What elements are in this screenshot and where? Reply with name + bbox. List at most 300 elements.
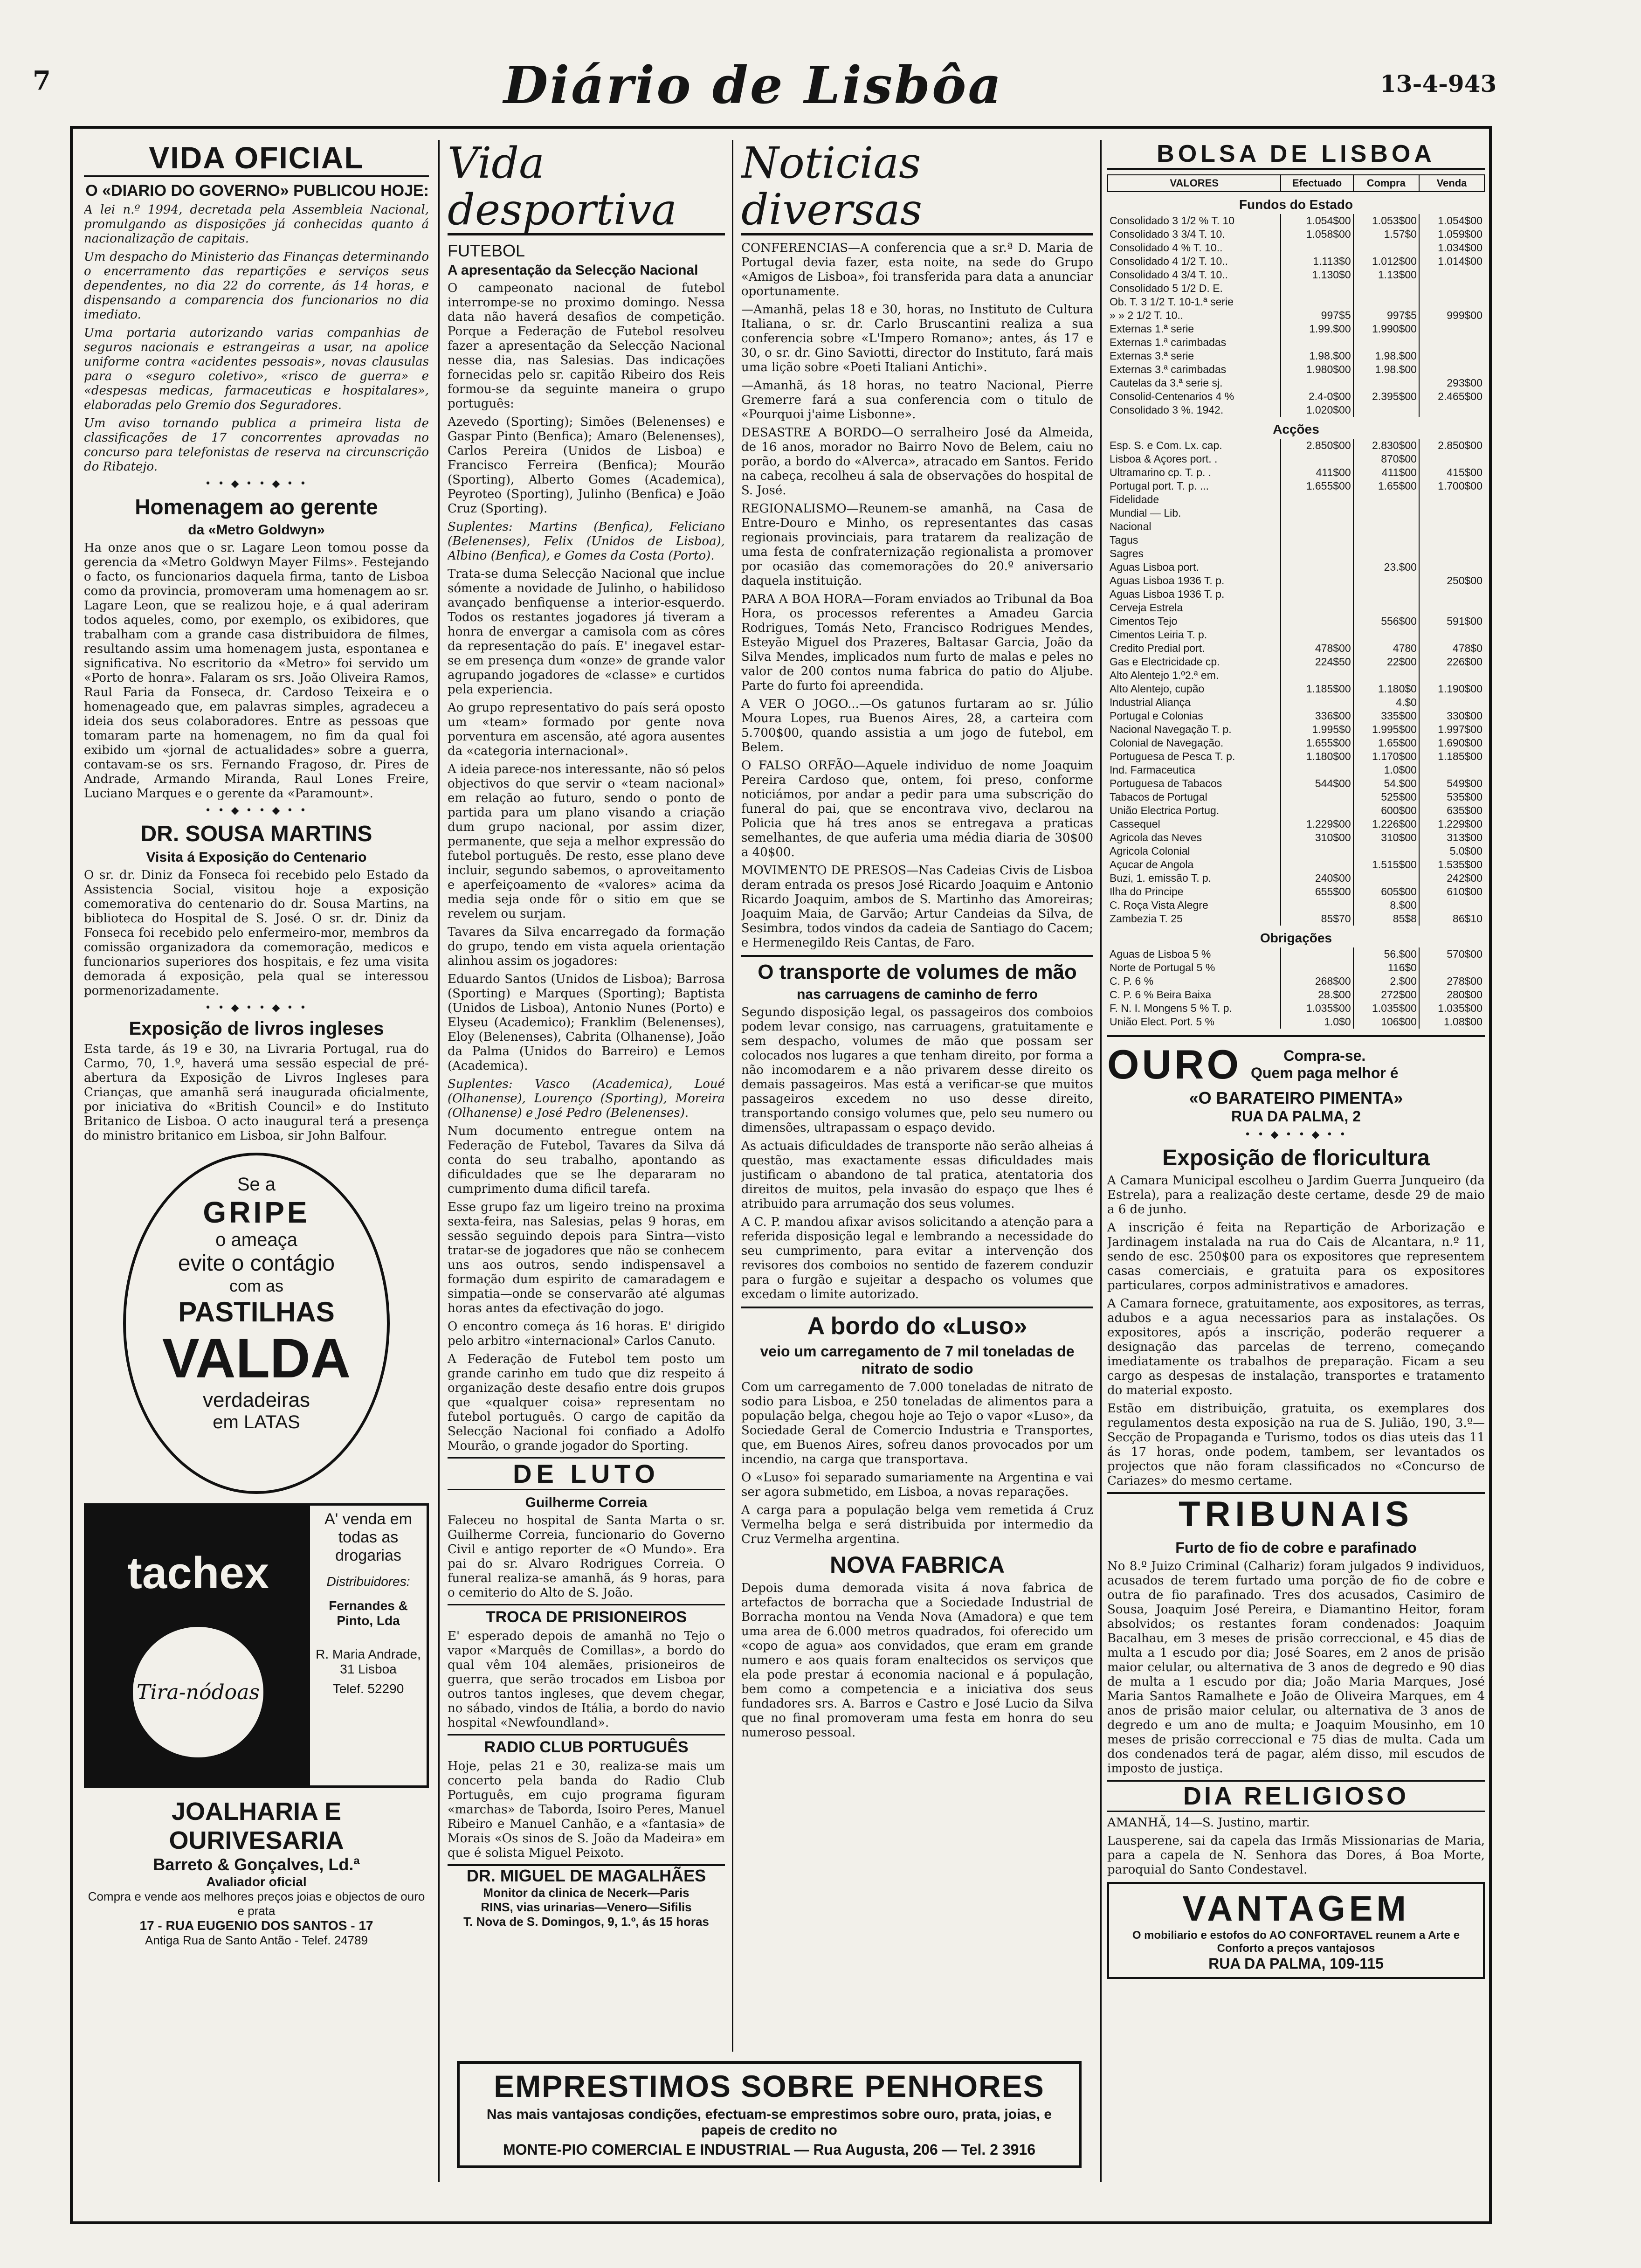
table-row (1108, 506, 1484, 520)
paragraph: AMANHÃ, 14—S. Justino, martir. (1107, 1816, 1310, 1830)
price-cell: 1.180$00 (1281, 750, 1353, 763)
paragraph: O «Luso» foi separado sumariamente na Argentina e vai ser agora submetido, em Lisboa, a novas reparações. (741, 1471, 1093, 1499)
price-cell: 268$00 (1281, 975, 1353, 988)
paragraph: Num documento entregue ontem na Federação de Futebol, Tavares da Silva dá conta do seu trabalho, apontando as dificuldades que se lhe depararam no cumprimento duma dificil tarefa. (448, 1124, 725, 1196)
price-cell: 22$00 (1353, 655, 1419, 669)
ad-emprestimos (457, 2061, 1082, 2168)
table-row (1108, 574, 1484, 588)
paragraph: Uma portaria autorizando varias companhias de seguros nacionais e estrangeiras a usar, na apolice uniforme contra «acidentes pessoais», novas clausulas para o «seguro coletivo», «risco de guerra» e «despesas medicas, farmaceuticas e hospitalares», elaboradas pelo Gremio dos Seguradores. (84, 326, 429, 412)
price-cell (1419, 763, 1484, 777)
price-cell (1353, 493, 1419, 506)
paragraph: Suplentes: Martins (Benfica), Feliciano (Belenenses), Felix (Unidos de Lisboa), Albino (Benfica), e Gomes da Costa (Porto). (448, 520, 725, 563)
table-row (1108, 228, 1484, 241)
price-cell: 997$5 (1353, 309, 1419, 322)
price-cell: 1.990$00 (1353, 322, 1419, 336)
article-subheading: nas carruagens de caminho de ferro (797, 987, 1038, 1002)
table-row (1108, 479, 1484, 493)
table-row (1108, 790, 1484, 804)
price-cell (1419, 588, 1484, 601)
price-cell: 293$00 (1419, 376, 1484, 390)
security-name: Externas 1.ª serie (1110, 323, 1194, 335)
price-cell (1281, 615, 1353, 628)
price-cell: 1.655$00 (1281, 479, 1353, 493)
security-name: Nacional Navegação T. p. (1110, 723, 1232, 735)
price-cell: 242$00 (1419, 871, 1484, 885)
paragraph: PARA A BOA HORA—Foram enviados ao Tribunal da Boa Hora, os processos referentes a Amadeu Garcia Rodrigues, Tomás Neto, Francisco Rodrigues Mendes, Esteyão Miguel dos Prazeres, Baltasar Garcia, João da Silva Mendes, implicados num furto de malas e peles no valor de 200 contos numa fabrica do patio do Aljube. Parte do furto foi apreendida. (741, 592, 1093, 693)
price-cell (1419, 282, 1484, 295)
paragraph: Depois duma demorada visita á nova fabrica de artefactos de borracha que a Sociedade Industrial de Borracha montou na Venda Nova (Amadora) e que tem uma area de 6.000 metros quadrados, foi oferecido um «copo de agua» aos convidados, que eram em grande numero e aos quais foram enaltecidos os serviços que ela pode prestar á economia nacional e á população, bem como a competencia e a iniciativa dos seus fundadores srs. A. Barros e Castro e José Lucio da Silva que no final promoveram uma festa em honra do seu numeroso pessoal. (741, 1581, 1093, 1740)
paragraph: —Amanhã, pelas 18 e 30, horas, no Instituto de Cultura Italiana, o sr. dr. Carlo Bruscantini realiza a sua conferencia sobre «L'Impero Romano»; antes, ás 17 e 30, o sr. dr. Gino Saviotti, director do Instituto, fará mais uma lição sobre «Poeti Italiani Antichi». (741, 303, 1093, 374)
security-name: Ultramarino cp. T. p. . (1110, 466, 1212, 478)
security-name: Aguas Lisboa 1936 T. p. (1110, 588, 1225, 600)
paragraph: No 8.º Juizo Criminal (Calhariz) foram julgados 9 individuos, acusados de terem furtado uma porção de fio de cobre e outra de fio parafinado. Tres dos acusados, Casimiro de Sousa, Joaquim José Pereira, e Diamantino Heitor, foram absolvidos; os restantes foram condenados: Joaquim Bacalhau, em 3 meses de prisão correccional, e 45 dias de multa a 1 escudo por dia; José Soares, em 2 anos de prisão maior celular, ou alternativa de 3 anos de degredo e 90 dias de multa a 1 escudo por dia; João Maria Marques, José Maria Santos Ramalhete e João de Oliveira Marques, em 4 anos de prisão maior celular, ou alternativa de 3 anos de degredo e um ano de multa; e Joaquim Mousinho, em 10 meses de prisão correccional e 75 dias de multa. Cada um dos condenados terá de pagar, além disso, mil escudos de imposto de justiça. (1107, 1559, 1485, 1776)
price-cell (1281, 588, 1353, 601)
table-row (1108, 390, 1484, 403)
table-row (1108, 871, 1484, 885)
price-cell (1281, 560, 1353, 574)
price-cell (1353, 295, 1419, 309)
newspaper-title: Diário de Lisbôa (503, 55, 1003, 115)
paragraph: E' esperado depois de amanhã no Tejo o vapor «Marquês de Comillas», a bordo do qual vêm 104 alemães, prisioneiros de guerra, que serão trocados em Lisboa por outros tantos ingleses, que devem chegar, no sábado, vindos de Itália, a bordo do navio hospital «Newfoundland». (448, 1629, 725, 1730)
article-subheading: Guilherme Correia (525, 1495, 648, 1510)
ad-text: A' venda em todas as drogarias (324, 1510, 412, 1564)
price-cell: 1.054$00 (1419, 214, 1484, 228)
table-row (1108, 669, 1484, 682)
security-name: Tagus (1110, 534, 1138, 546)
security-name: Mundial — Lib. (1110, 507, 1181, 519)
security-name: Externas 3.ª serie (1110, 350, 1194, 362)
security-name: Portuguesa de Pesca T. p. (1110, 750, 1235, 762)
security-name: Alto Alentejo 1.º2.ª em. (1110, 669, 1219, 681)
price-cell: 570$00 (1419, 947, 1484, 961)
security-name: Colonial de Navegação. (1110, 737, 1224, 749)
price-cell: 2.$00 (1353, 975, 1419, 988)
price-cell: 1.0$0 (1281, 1015, 1353, 1029)
table-row (1108, 723, 1484, 736)
price-cell (1353, 669, 1419, 682)
price-cell (1281, 574, 1353, 588)
security-name: Agricola Colonial (1110, 845, 1190, 857)
article-subheading: Visita á Exposição do Centenario (146, 850, 367, 865)
price-cell (1419, 628, 1484, 642)
price-cell: 478$0 (1419, 642, 1484, 655)
ad-text: em LATAS (213, 1412, 300, 1432)
price-cell: 86$10 (1419, 912, 1484, 926)
paragraph: DESASTRE A BORDO—O serralheiro José da Almeida, de 16 anos, morador no Bairro Novo de Belem, caiu no porão, a bordo do «Alverca», atracado em Santos. Ferido na cabeça, recolheu á sala de observações do hospital de S. José. (741, 426, 1093, 498)
price-cell: 2.830$00 (1353, 439, 1419, 452)
ad-tachex-text (310, 1506, 427, 1785)
paragraph: Segundo disposição legal, os passageiros dos comboios podem levar consigo, nas carruagens, gratuitamente e sem despacho, volumes de mão que possam ser colocados nos lugares a que tenham direito, por forma a não incomodarem e a não privarem desse direito os demais passageiros. Mas está a verificar-se que muitos passageiros excedem no uso desse direito, transportando consigo volumes que, pelo seu numero ou dimensões, ultrapassam o espaço devido. (741, 1005, 1093, 1135)
security-name: Aguas Lisboa port. (1110, 561, 1199, 573)
security-name: Aguas de Lisboa 5 % (1110, 948, 1211, 960)
table-row (1108, 601, 1484, 615)
security-name: Cimentos Tejo (1110, 615, 1178, 627)
paragraph: A carga para a população belga vem remetida á Cruz Vermelha belga e será distribuida por intermedio da Cruz Vermelha argentina. (741, 1503, 1093, 1546)
section-heading: Vida desportiva (448, 140, 725, 235)
price-cell: 1.98.$00 (1353, 349, 1419, 363)
table-row (1108, 696, 1484, 709)
security-name: Aguas Lisboa 1936 T. p. (1110, 574, 1225, 587)
article-subheading: A apresentação da Selecção Nacional (448, 263, 698, 278)
security-name: Fidelidade (1110, 493, 1159, 505)
table-row (1108, 241, 1484, 255)
price-cell (1419, 696, 1484, 709)
table-header: Compra (1353, 175, 1419, 192)
table-row (1108, 763, 1484, 777)
price-cell: 1.185$00 (1281, 682, 1353, 696)
price-cell: 240$00 (1281, 871, 1353, 885)
table-row (1108, 295, 1484, 309)
price-cell: 411$00 (1353, 466, 1419, 479)
price-cell (1281, 669, 1353, 682)
section-heading: Noticias diversas (741, 140, 1093, 235)
ad-text: R. Maria Andrade, 31 Lisboa (316, 1647, 421, 1676)
security-name: Cassequel (1110, 818, 1160, 830)
security-name: Agricola das Neves (1110, 831, 1202, 844)
ad-text: Compra-se. (1283, 1047, 1366, 1064)
security-name: Gas e Electricidade cp. (1110, 656, 1220, 668)
price-cell (1419, 295, 1484, 309)
ad-doctor (448, 1864, 725, 1929)
ad-text: com as (229, 1276, 284, 1295)
ad-text: o ameaça (215, 1230, 297, 1250)
price-cell: 415$00 (1419, 466, 1484, 479)
price-cell (1353, 601, 1419, 615)
price-cell (1281, 696, 1353, 709)
paragraph: Suplentes: Vasco (Academica), Loué (Olhanense), Lourenço (Sporting), Moreira (Olhanense) e José Pedro (Belenenses). (448, 1077, 725, 1120)
paragraph: Azevedo (Sporting); Simões (Belenenses) e Gaspar Pinto (Benfica); Amaro (Belenenses), Carlos Pereira (Unidos de Lisboa) e Francisco Ferreira (Benfica); Mourão (Sporting), Alberto Gomes (Academica), Peyroteo (Sporting), Julinho (Benfica) e João Cruz (Sporting). (448, 415, 725, 516)
price-cell: 605$00 (1353, 885, 1419, 899)
table-row (1108, 709, 1484, 723)
paragraph: A Federação de Futebol tem posto um grande carinho em tudo que diz respeito á organização deste desafio entre dois grupos que «qualquer coisa» representam no futebol português. O cargo de capitão da Selecção Nacional foi confiado a Adolfo Mourão, o grande jogador do Sporting. (448, 1352, 725, 1453)
price-cell: 591$00 (1419, 615, 1484, 628)
paragraph: As actuais dificuldades de transporte não serão alheias á questão, mas exactamente essas dificuldades mais justificam o abandono de tal pratica, atentatoria dos direitos de muitos, pela invasão do espaço que lhes é atribuido para arrumação dos seus volumes. (741, 1139, 1093, 1211)
paragraph: O campeonato nacional de futebol interrompe-se no proximo domingo. Nessa data não haverá desafios de competição. Porque a Federação de Futebol resolveu fazer a apresentação da Selecção Nacional nesse dia, nas Salesias. Das indicações fornecidas pelo sr. capitão Ribeiro dos Reis formou-se da seguinte maneira o grupo português: (448, 281, 725, 411)
security-name: Externas 1.ª carimbadas (1110, 336, 1227, 348)
ad-title: DR. MIGUEL DE MAGALHÃES (466, 1866, 706, 1885)
price-cell (1419, 669, 1484, 682)
security-name: União Elect. Port. 5 % (1110, 1016, 1214, 1028)
price-cell (1281, 547, 1353, 560)
price-cell (1353, 520, 1419, 533)
table-row (1108, 309, 1484, 322)
security-name: C. Roça Vista Alegre (1110, 899, 1208, 911)
table-header: Venda (1419, 175, 1484, 192)
ornament-divider: • • ◆ • • ◆ • • (205, 1002, 308, 1014)
price-cell: 1.054$00 (1281, 214, 1353, 228)
ad-title: OURO (1107, 1041, 1241, 1087)
table-row (1108, 439, 1484, 452)
price-cell: 2.465$00 (1419, 390, 1484, 403)
column-noticias-diversas (741, 140, 1093, 2054)
table-row (1108, 466, 1484, 479)
price-cell: 56.$00 (1353, 947, 1419, 961)
price-cell (1353, 506, 1419, 520)
security-name: Açucar de Angola (1110, 858, 1194, 871)
column-vida-oficial (84, 140, 429, 2212)
price-cell (1353, 628, 1419, 642)
table-row (1108, 255, 1484, 268)
ad-text: Avaliador oficial (206, 1874, 307, 1889)
price-cell: 1.035$00 (1419, 1002, 1484, 1015)
price-cell: 4.$0 (1353, 696, 1419, 709)
price-cell: 85$8 (1353, 912, 1419, 926)
price-cell: 28.$00 (1281, 988, 1353, 1002)
table-header: Efectuado (1281, 175, 1353, 192)
price-cell: 272$00 (1353, 988, 1419, 1002)
price-cell: 23.$00 (1353, 560, 1419, 574)
table-row (1108, 520, 1484, 533)
price-cell: 278$00 (1419, 975, 1484, 988)
paragraph: MOVIMENTO DE PRESOS—Nas Cadeias Civis de Lisboa deram entrada os presos José Ricardo Joaquim e Antonio Ricardo Joaquim, ambos de S. Martinho das Amoreiras; Joaquim Maia, de Garvão; Artur Candeias da Silva, de Sesimbra, todos vindos da cadeia de Santiago do Cacem; e Hermenegildo Reis Cantas, de Faro. (741, 864, 1093, 950)
table-row (1108, 615, 1484, 628)
price-cell (1353, 282, 1419, 295)
paragraph: Hoje, pelas 21 e 30, realiza-se mais um concerto pela banda do Radio Club Português, em cujo programa figuram «marchas» de Taborda, Isoiro Peres, Manuel Ribeiro e Manuel Canhão, e a «fantasia» de Morais «Os sinos de S. João da Madeira» em que é solista Miguel Peixoto. (448, 1759, 725, 1860)
price-cell (1419, 506, 1484, 520)
subheading: O «DIARIO DO GOVERNO» PUBLICOU HOJE: (85, 182, 429, 200)
ad-title: JOALHARIA E OURIVESARIA (169, 1798, 344, 1854)
table-row (1108, 947, 1484, 961)
column-rule (438, 140, 440, 2182)
ornament-divider: • • ◆ • • ◆ • • (205, 478, 308, 490)
ad-brand: VALDA (162, 1327, 351, 1390)
price-cell (1281, 961, 1353, 975)
price-cell: 106$00 (1353, 1015, 1419, 1029)
price-cell: 330$00 (1419, 709, 1484, 723)
price-cell: 411$00 (1281, 466, 1353, 479)
security-name: C. P. 6 % (1110, 975, 1154, 987)
price-cell (1281, 452, 1353, 466)
security-name: Consolidado 4 1/2 T. 10.. (1110, 255, 1228, 267)
price-cell: 1.995$0 (1281, 723, 1353, 736)
security-name: Portugal e Colonias (1110, 710, 1203, 722)
article-subheading: veio um carregamento de 7 mil toneladas de nitrato de sodio (760, 1343, 1075, 1377)
price-cell: 1.98.$00 (1353, 363, 1419, 376)
table-row (1108, 533, 1484, 547)
price-cell: 1.229$00 (1281, 817, 1353, 831)
table-row (1108, 349, 1484, 363)
paragraph: Tavares da Silva encarregado da formação do grupo, tendo em vista aquela orientação alinhou assim os jogadores: (448, 925, 725, 968)
security-name: Ind. Farmaceutica (1110, 764, 1196, 776)
ad-text: Monitor da clinica de Necerk—Paris (483, 1886, 689, 1900)
price-cell: 310$00 (1281, 831, 1353, 844)
price-cell (1353, 574, 1419, 588)
price-cell: 85$70 (1281, 912, 1353, 926)
column-rule (1100, 140, 1102, 2182)
article-heading: NOVA FABRICA (830, 1552, 1005, 1578)
price-cell: 1.65$00 (1353, 479, 1419, 493)
issue-date: 13-4-943 (1380, 70, 1497, 97)
ad-text: Fernandes & Pinto, Lda (329, 1598, 408, 1628)
price-cell: 2.4-0$00 (1281, 390, 1353, 403)
price-cell: 313$00 (1419, 831, 1484, 844)
article-subheading: da «Metro Goldwyn» (188, 522, 325, 538)
price-cell: 525$00 (1353, 790, 1419, 804)
price-cell (1353, 588, 1419, 601)
paragraph: Ha onze anos que o sr. Lagare Leon tomou posse da gerencia da «Metro Goldwyn Mayer Films». Festejando o facto, os funcionarios daquela firma, tanto de Lisboa como da provincia, promoveram uma homenagem ao sr. Lagare Leon, que se realizou hoje, e á qual aderiram todos aqueles, como, por exemplo, os exibidores, que trabalham com a grande casa distribuidora de filmes, resultando assim uma homenagem justa, espontanea e significativa. No escritorio da «Metro» foi servido um «Porto de honra». Falaram os srs. João Oliveira Ramos, Raul Faria da Fonseca, dr. Cardoso Teixeira e o homenageado que, em palavras simples, agradeceu a ideia dos seus colaboradores. Entre as pessoas que tomaram parte na homenagem, no fim da qual foi exibido um «jornal de actualidades» sobre a guerra, contavam-se os srs. Fernando Fragoso, dr. Pires de Andrade, Armando Miranda, Raul Lones Freire, Luciano Marques e o gerente da «Paramount». (84, 541, 429, 801)
price-cell (1353, 533, 1419, 547)
price-cell: 335$00 (1353, 709, 1419, 723)
ad-title: VANTAGEM (1182, 1889, 1410, 1929)
security-name: Zambezia T. 25 (1110, 913, 1183, 925)
price-cell (1281, 493, 1353, 506)
price-cell (1281, 858, 1353, 871)
price-cell (1419, 349, 1484, 363)
ad-text: MONTE-PIO COMERCIAL E INDUSTRIAL — Rua Augusta, 206 — Tel. 2 3916 (503, 2141, 1036, 2158)
price-cell: 1.014$00 (1419, 255, 1484, 268)
price-cell: 549$00 (1419, 777, 1484, 790)
paragraph: Esse grupo faz um ligeiro treino na proxima sexta-feira, nas Salesias, pelas 9 horas, em sessão seguindo depois para Sintra—visto tratar-se de jogadores que não se conhecem uns aos outros, sendo indispensavel a formação dum espirito de camaradagem e simpatia—onde se conservarão até algumas horas antes da efectivação do jogo. (448, 1200, 725, 1315)
ad-tachex-panel (86, 1506, 310, 1785)
paragraph: Lausperene, sai da capela das Irmãs Missionarias de Maria, para a capela de N. Senhora das Dores, á Boa Morte, paroquial do Santo Condestavel. (1107, 1834, 1485, 1877)
ad-brand: tachex (127, 1548, 269, 1598)
price-cell: 1.180$0 (1353, 682, 1419, 696)
price-cell: 655$00 (1281, 885, 1353, 899)
security-name: Ilha do Principe (1110, 885, 1184, 898)
price-cell: 280$00 (1419, 988, 1484, 1002)
table-row (1108, 655, 1484, 669)
ad-text: «O BARATEIRO PIMENTA» (1189, 1088, 1403, 1107)
price-cell (1281, 282, 1353, 295)
table-row (1108, 912, 1484, 926)
security-name: Portuguesa de Tabacos (1110, 777, 1222, 789)
paragraph: REGIONALISMO—Reunem-se amanhã, na Casa de Entre-Douro e Minho, os representantes das casas regionais provinciais, para tratarem da realização de uma festa de confraternização regionalista a promover por ocasião das comemorações do 20.º aniversario daquela instituição. (741, 502, 1093, 588)
price-cell (1419, 322, 1484, 336)
ad-text: verdadeiras (203, 1389, 310, 1411)
price-cell: 2.850$00 (1281, 439, 1353, 452)
article-heading: Exposição de floricultura (1162, 1146, 1430, 1170)
price-cell (1419, 336, 1484, 349)
price-cell (1281, 506, 1353, 520)
security-name: Cautelas da 3.ª serie sj. (1110, 377, 1223, 389)
ad-text: evite o contágio (178, 1251, 335, 1276)
table-row (1108, 885, 1484, 899)
price-cell: 1.980$00 (1281, 363, 1353, 376)
ad-title: EMPRESTIMOS SOBRE PENHORES (494, 2069, 1045, 2103)
price-cell: 1.034$00 (1419, 241, 1484, 255)
price-cell: 1.655$00 (1281, 736, 1353, 750)
security-name: Sagres (1110, 547, 1144, 560)
price-cell: 610$00 (1419, 885, 1484, 899)
price-cell: 544$00 (1281, 777, 1353, 790)
price-cell: 2.395$00 (1353, 390, 1419, 403)
table-row (1108, 376, 1484, 390)
table-row (1108, 642, 1484, 655)
table-row (1108, 899, 1484, 912)
price-cell (1281, 844, 1353, 858)
table-group-heading: Acções (1273, 422, 1319, 436)
price-cell: 1.035$00 (1281, 1002, 1353, 1015)
price-cell (1281, 947, 1353, 961)
price-cell: 1.113$0 (1281, 255, 1353, 268)
price-cell: 556$00 (1353, 615, 1419, 628)
price-cell: 999$00 (1419, 309, 1484, 322)
price-cell (1419, 452, 1484, 466)
price-cell (1419, 961, 1484, 975)
kicker: FUTEBOL (448, 241, 525, 260)
security-name: Consolidado 3 %. 1942. (1110, 404, 1224, 416)
price-cell (1419, 493, 1484, 506)
table-row (1108, 403, 1484, 417)
price-cell: 2.850$00 (1419, 439, 1484, 452)
price-cell (1419, 533, 1484, 547)
price-cell: 1.700$00 (1419, 479, 1484, 493)
article-heading: TROCA DE PRISIONEIROS (448, 1604, 725, 1626)
ad-text: Nas mais vantajosas condições, efectuam-se emprestimos sobre ouro, prata, joias, e papeis de credito no (486, 2107, 1052, 2138)
price-cell: 1.515$00 (1353, 858, 1419, 871)
table-group-heading: Fundos do Estado (1239, 197, 1353, 212)
table-row (1108, 214, 1484, 228)
security-name: C. P. 6 % Beira Baixa (1110, 989, 1212, 1001)
price-cell: 226$00 (1419, 655, 1484, 669)
security-name: Cimentos Leiria T. p. (1110, 629, 1207, 641)
security-name: Nacional (1110, 520, 1151, 532)
price-cell: 600$00 (1353, 804, 1419, 817)
table-row (1108, 560, 1484, 574)
table-row (1108, 363, 1484, 376)
price-cell: 1.226$00 (1353, 817, 1419, 831)
paragraph: A inscrição é feita na Repartição de Arborização e Jardinagem instalada na rua do Cais de Alcantara, n.º 11, sendo de esc. 250$00 para os expositores que representem casas comerciais, e gratuita para os expositores particulares, corpos administrativos e amadores. (1107, 1221, 1485, 1293)
price-cell (1281, 790, 1353, 804)
security-name: Consolidado 4 3/4 T. 10.. (1110, 269, 1228, 281)
table-row (1108, 628, 1484, 642)
paragraph: A C. P. mandou afixar avisos solicitando a atenção para a referida disposição legal e lembrando a necessidade do seu cumprimento, para evitar a intervenção dos revisores dos comboios no sentido de fazerem conduzir para o furgão e sujeitar a despacho os volumes que excedam o limite autorizado. (741, 1215, 1093, 1301)
ad-text: O mobiliario e estofos do AO CONFORTAVEL reunem a Arte e Conforto a preços vantajosos (1132, 1929, 1460, 1955)
price-cell: 1.185$00 (1419, 750, 1484, 763)
price-cell: 1.059$00 (1419, 228, 1484, 241)
table-row (1108, 322, 1484, 336)
table-row (1108, 547, 1484, 560)
table-row (1108, 1015, 1484, 1029)
table-row (1108, 588, 1484, 601)
price-cell (1281, 601, 1353, 615)
paragraph: Ao grupo representativo do país será oposto um «team» formado por gente nova porventura em ascensão, até agora ausentes da «categoria internacional». (448, 701, 725, 758)
price-cell: 5.0$00 (1419, 844, 1484, 858)
ad-text: T. Nova de S. Domingos, 9, 1.º, ás 15 horas (463, 1915, 709, 1929)
table-row (1108, 817, 1484, 831)
price-cell (1419, 520, 1484, 533)
paragraph: A Camara fornece, gratuitamente, aos expositores, as terras, adubos e a agua necessarios para as instalações. Os expositores, após a inscrição, poderão requerer a designação das parcelas de terreno, começando imediatamente os trabalhos de preparação. Ficam a seu cargo as despesas de instalação, transportes e tratamento do material exposto. (1107, 1297, 1485, 1397)
ad-ouro (1107, 1035, 1485, 1125)
paragraph: A lei n.º 1994, decretada pela Assembleia Nacional, promulgando as disposições já conhecidas quanto á nacionalização de capitais. (84, 203, 429, 246)
price-cell: 4780 (1353, 642, 1419, 655)
price-cell: 1.99.$00 (1281, 322, 1353, 336)
ad-text: PASTILHAS (178, 1296, 335, 1328)
price-cell: 870$00 (1353, 452, 1419, 466)
article-subheading: Furto de fio de cobre e parafinado (1175, 1539, 1417, 1556)
ad-vantagem (1107, 1882, 1485, 1979)
article-heading: DR. SOUSA MARTINS (140, 822, 372, 846)
page-number: 7 (33, 65, 51, 96)
price-cell: 1.57$0 (1353, 228, 1419, 241)
price-cell: 1.08$00 (1419, 1015, 1484, 1029)
ad-text: Distribuidores: (326, 1574, 410, 1589)
price-cell: 1.190$00 (1419, 682, 1484, 696)
security-name: Buzi, 1. emissão T. p. (1110, 872, 1212, 884)
ornament-divider: • • ◆ • • ◆ • • (205, 805, 308, 816)
security-name: Credito Predial port. (1110, 642, 1205, 654)
table-row (1108, 493, 1484, 506)
security-name: Portugal port. T. p. ... (1110, 480, 1209, 492)
article-heading: Homenagem ao gerente (135, 495, 378, 519)
price-cell (1281, 628, 1353, 642)
security-name: » » 2 1/2 T. 10.. (1110, 309, 1184, 321)
column-bolsa (1107, 140, 1485, 2212)
security-name: Norte de Portugal 5 % (1110, 961, 1215, 974)
price-cell: 1.130$0 (1281, 268, 1353, 282)
price-cell: 478$00 (1281, 642, 1353, 655)
table-row (1108, 961, 1484, 975)
